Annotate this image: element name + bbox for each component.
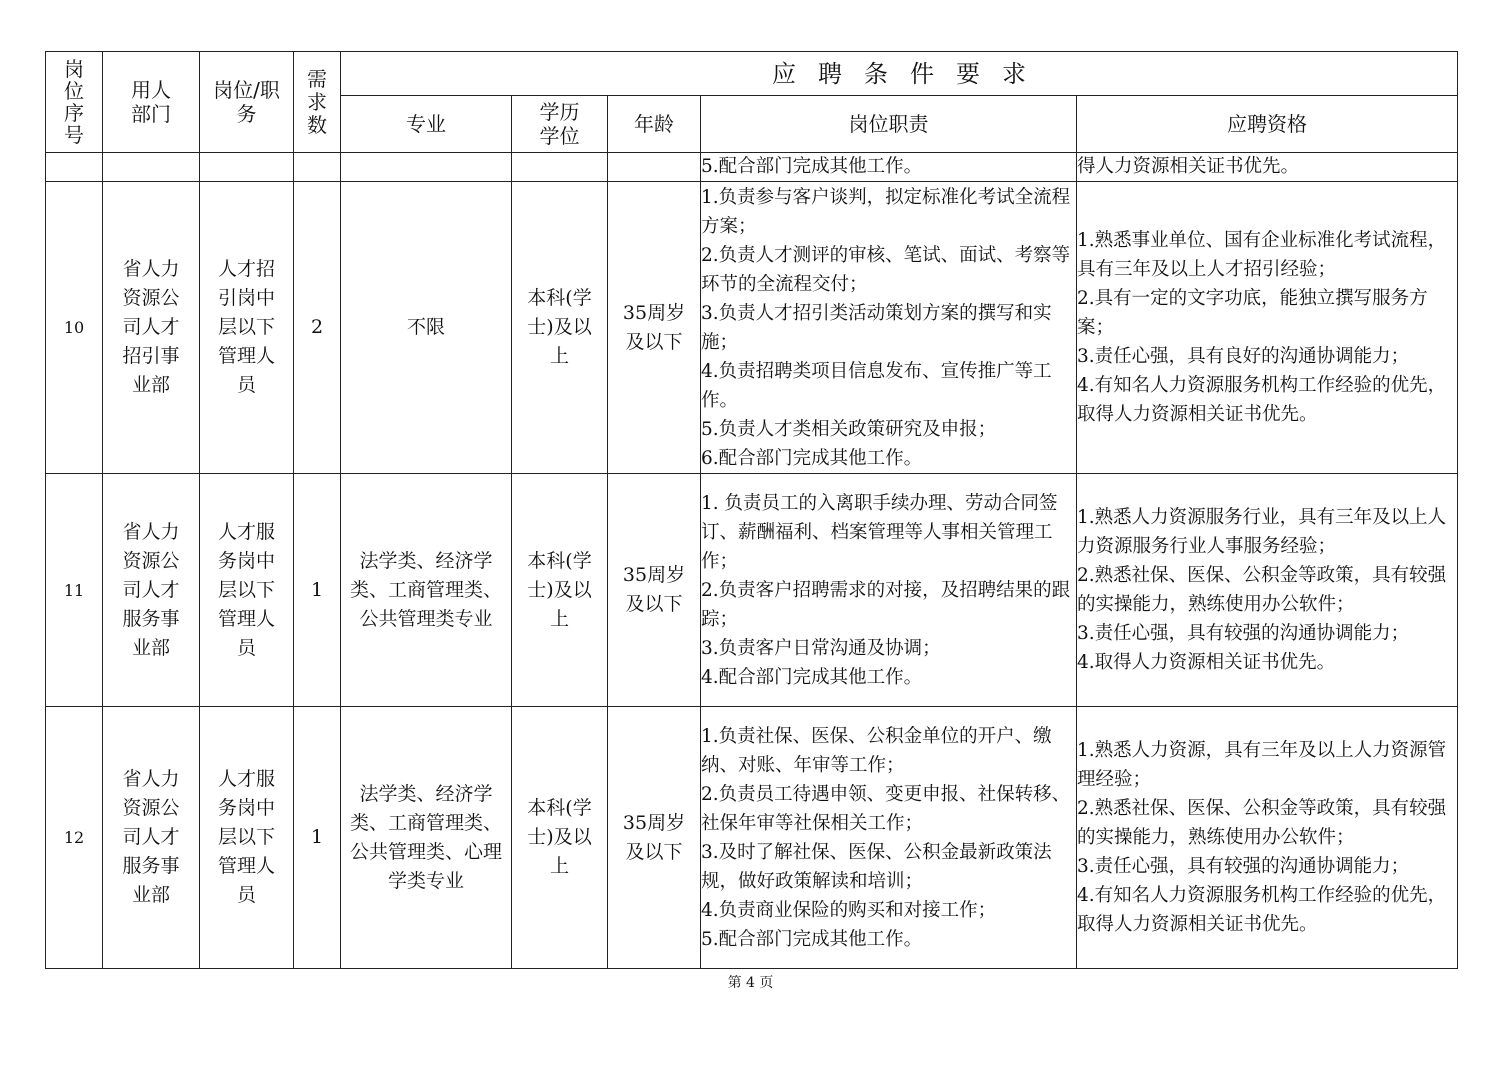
header-major: 专业 [341,96,512,153]
row-duties [701,474,1077,707]
duty-line: 2.负责客户招聘需求的对接，及招聘结果的跟踪； [701,579,1071,630]
header-duties: 岗位职责 [701,96,1077,153]
row-qualifications [1077,182,1458,474]
row-age: 35周岁及以下 [608,474,701,707]
duty-line: 4.负责商业保险的购买和对接工作； [701,899,997,921]
row-position: 人才招引岗中层以下管理人员 [200,182,294,474]
header-row-1 [46,52,1458,96]
row-education: 本科(学士)及以上 [512,707,608,969]
duty-line: 3.及时了解社保、医保、公积金最新政策法规，做好政策解读和培训； [701,841,1052,892]
header-requirements: 应聘条件要求 [341,52,1458,96]
duty-line: 4.配合部门完成其他工作。 [701,666,923,688]
header-position: 岗位/职务 [200,52,294,153]
header-age: 年龄 [608,96,701,153]
duty-line: 5.负责人才类相关政策研究及申报； [701,418,997,440]
qualification-line: 3.责任心强，具有较强的沟通协调能力； [1077,856,1410,877]
qualification-line: 4.有知名人力资源服务机构工作经验的优先，取得人力资源相关证书优先。 [1077,885,1447,935]
header-qualifications: 应聘资格 [1077,96,1458,153]
row-seq: 10 [46,182,103,474]
duty-line: 5.配合部门完成其他工作。 [701,928,923,950]
header-count: 需求数 [294,52,341,153]
row-major: 不限 [341,182,512,474]
qualification-line: 2.熟悉社保、医保、公积金等政策，具有较强的实操能力，熟练使用办公软件； [1077,565,1447,615]
duty-line: 1. 负责员工的入离职手续办理、劳动合同签订、薪酬福利、档案管理等人事相关管理工作； [701,492,1058,572]
continuation-qualifications [1077,153,1458,182]
duty-line: 2.负责人才测评的审核、笔试、面试、考察等环节的全流程交付； [701,244,1071,295]
duty-line: 5.配合部门完成其他工作。 [701,156,923,177]
row-position: 人才服务岗中层以下管理人员 [200,474,294,707]
row-education: 本科(学士)及以上 [512,474,608,707]
duty-line: 1.负责参与客户谈判，拟定标准化考试全流程方案； [701,186,1071,237]
duty-line: 2.负责员工待遇申领、变更申报、社保转移、社保年审等社保相关工作； [701,783,1071,834]
recruitment-table [45,51,1458,969]
row-major: 法学类、经济学类、工商管理类、公共管理类专业 [341,474,512,707]
continuation-duties [701,153,1077,182]
qualification-line: 1.熟悉人力资源服务行业，具有三年及以上人力资源服务行业人事服务经验； [1077,507,1447,557]
duty-line: 3.负责客户日常沟通及协调； [701,637,941,659]
qualification-line: 4.有知名人力资源服务机构工作经验的优先，取得人力资源相关证书优先。 [1077,375,1447,425]
row-duties [701,707,1077,969]
table-row [46,707,1458,969]
row-seq: 11 [46,474,103,707]
qualification-line: 4.取得人力资源相关证书优先。 [1077,652,1336,673]
row-seq: 12 [46,707,103,969]
row-dept: 省人力资源公司人才服务事业部 [103,474,200,707]
row-count: 1 [294,707,341,969]
row-count: 2 [294,182,341,474]
duty-line: 3.负责人才招引类活动策划方案的撰写和实施； [701,302,1052,353]
qualification-line: 得人力资源相关证书优先。 [1077,156,1300,177]
qualification-line: 2.具有一定的文字功底，能独立撰写服务方案； [1077,288,1428,338]
page-number: 第 4 页 [727,975,774,991]
duty-line: 4.负责招聘类项目信息发布、宣传推广等工作。 [701,360,1052,411]
header-seq: 岗位序号 [46,52,103,153]
row-position: 人才服务岗中层以下管理人员 [200,707,294,969]
qualification-line: 3.责任心强，具有较强的沟通协调能力； [1077,623,1410,644]
qualification-line: 2.熟悉社保、医保、公积金等政策，具有较强的实操能力，熟练使用办公软件； [1077,798,1447,848]
duty-line: 1.负责社保、医保、公积金单位的开户、缴纳、对账、年审等工作； [701,725,1052,776]
row-dept: 省人力资源公司人才服务事业部 [103,707,200,969]
continuation-row [46,153,1458,182]
header-education: 学历学位 [512,96,608,153]
row-qualifications [1077,474,1458,707]
row-education: 本科(学士)及以上 [512,182,608,474]
qualification-line: 1.熟悉人力资源，具有三年及以上人力资源管理经验； [1077,740,1447,790]
row-age: 35周岁及以下 [608,707,701,969]
qualification-line: 1.熟悉事业单位、国有企业标准化考试流程，具有三年及以上人才招引经验； [1077,230,1447,280]
row-major: 法学类、经济学类、工商管理类、公共管理类、心理学类专业 [341,707,512,969]
row-duties [701,182,1077,474]
header-dept: 用人部门 [103,52,200,153]
row-count: 1 [294,474,341,707]
duty-line: 6.配合部门完成其他工作。 [701,447,923,469]
row-qualifications [1077,707,1458,969]
row-dept: 省人力资源公司人才招引事业部 [103,182,200,474]
row-age: 35周岁及以下 [608,182,701,474]
table-row [46,474,1458,707]
table-row [46,182,1458,474]
qualification-line: 3.责任心强，具有良好的沟通协调能力； [1077,346,1410,367]
